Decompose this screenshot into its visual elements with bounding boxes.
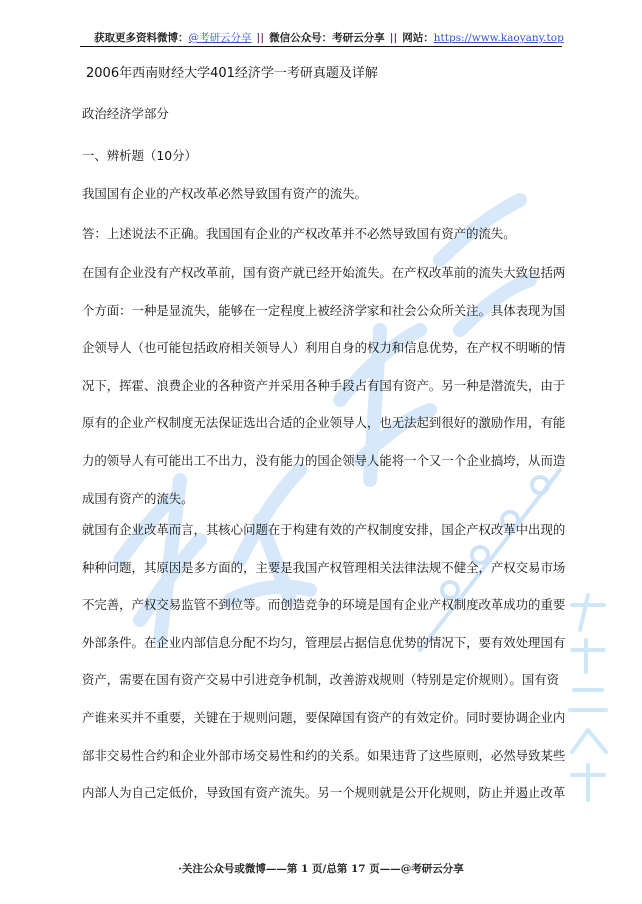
paragraph-line: 部非交易性合约和企业外部市场交易性和约的关系。如果违背了这些原则，必然导致某些 <box>82 747 566 763</box>
separator: || <box>389 32 398 44</box>
paragraph-line: 就国有企业改革而言，其核心问题在于构建有效的产权制度安排，国企产权改革中出现的 <box>82 522 566 537</box>
watermark-side-strokes <box>570 595 606 800</box>
paragraph-line: 产谁来买并不重要，关键在于规则问题，要保障国有资产的有效定价。同时要协调企业内 <box>82 710 566 725</box>
weibo-link[interactable]: @考研云分享 <box>188 32 252 44</box>
page-footer: ·关注公众号或微博——第 1 页/总第 17 页——@考研云分享 <box>178 863 464 875</box>
header-rule <box>80 46 562 47</box>
paragraph-line: 资产，需要在国有资产交易中引进竞争机制，改善游戏规则（特别是定价规则）。国有资 <box>82 672 560 688</box>
paragraph-line: 外部条件。在企业内部信息分配不均匀，管理层占据信息优势的情况下，要有效处理国有 <box>82 634 566 650</box>
paragraph-line: 个方面：一种是显流失，能够在一定程度上被经济学家和社会公众所关注。具体表现为国 <box>82 302 566 318</box>
paragraph-line: 内部人为自己定低价，导致国有资产流失。另一个规则就是公开化规则，防止并遏止改革 <box>82 785 566 801</box>
paragraph-line: 种种问题，其原因是多方面的，主要是我国产权管理相关法律法规不健全，产权交易市场 <box>82 559 566 575</box>
paragraph-line: 在国有企业没有产权改革前，国有资产就已经开始流失。在产权改革前的流失大致包括两 <box>82 265 566 280</box>
paragraph-line: 企领导人（也可能包括政府相关领导人）利用自身的权力和信息优势，在产权不明晰的情 <box>82 340 566 356</box>
paragraph-line: 原有的企业产权制度无法保证选出合适的企业领导人，也无法起到很好的激励作用，有能 <box>82 415 566 431</box>
paragraph-line: 不完善，产权交易监管不到位等。而创造竞争的环境是国有企业产权制度改革成功的重要 <box>82 597 566 613</box>
answer-intro: 答：上述说法不正确。我国国有企业的产权改革并不必然导致国有资产的流失。 <box>82 226 516 241</box>
document-title: 2006年西南财经大学401经济学一考研真题及详解 <box>86 66 378 81</box>
page-header <box>94 30 564 45</box>
paragraph-line: 况下，挥霍、浪费企业的各种资产并采用各种手段占有国有资产。另一种是潜流失，由于 <box>82 377 566 393</box>
paragraph-line: 成国有资产的流失。 <box>82 490 194 506</box>
paragraph-line: 力的领导人有可能出工不出力，没有能力的国企领导人能将一个又一个企业搞垮，从而造 <box>82 453 566 468</box>
header-prefix: 获取更多资料微博： <box>94 32 189 44</box>
section-heading: 政治经济学部分 <box>82 106 169 121</box>
question-heading: 一、辨析题（10分） <box>82 148 197 163</box>
wechat-label: 微信公众号：考研云分享 <box>269 32 385 44</box>
site-label: 网站： <box>402 32 434 44</box>
separator: || <box>256 32 265 44</box>
question-text: 我国国有企业的产权改革必然导致国有资产的流失。 <box>82 186 367 201</box>
site-link[interactable]: https://www.kaoyany.top <box>433 32 564 44</box>
